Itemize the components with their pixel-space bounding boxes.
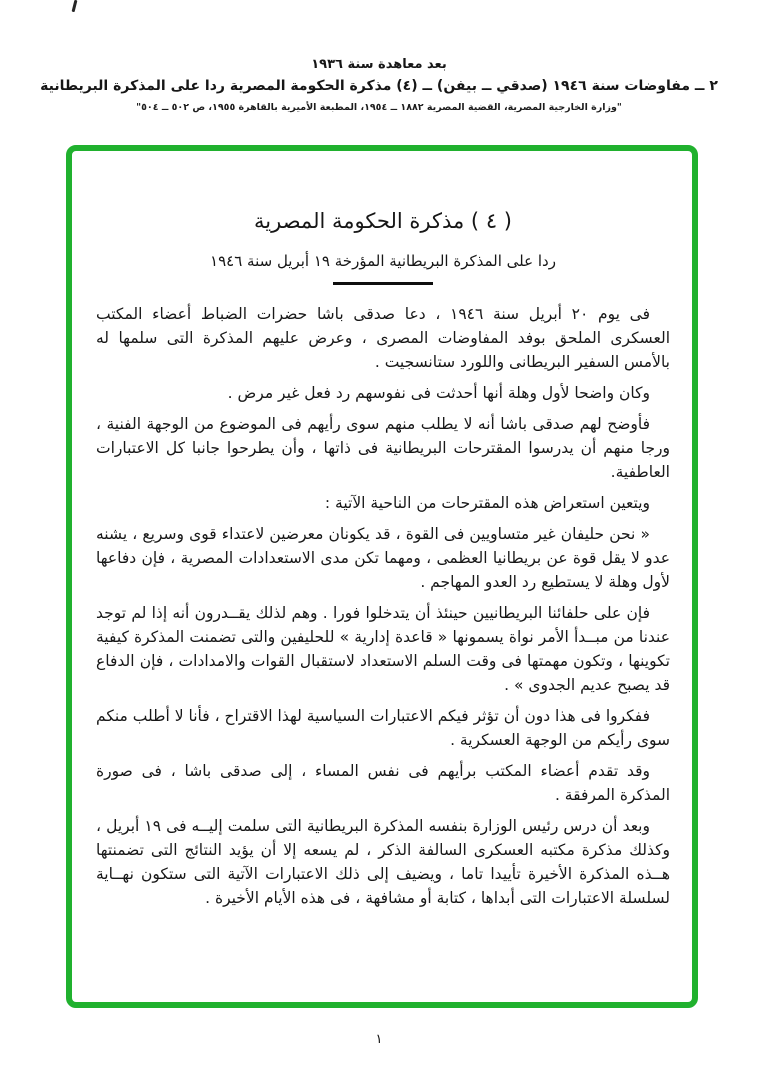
memo-paragraph: فى يوم ٢٠ أبريل سنة ١٩٤٦ ، دعا صدقى باشا حضرات الضباط أعضاء المكتب العسكرى الملحق بوفد المفاوضات المصرى ، وعرض عليهم المذكرة التى سلمها له بالأمس السفير البريطانى واللورد ستانسجيت .	[96, 304, 670, 371]
source-reference: "وزارة الخارجية المصرية، القضية المصرية ١٨٨٢ ــ ١٩٥٤، المطبعة الأميرية بالقاهرة ١٩٥٥، ص ٥٠٢ ــ ٥٠٤"	[136, 102, 622, 113]
page-number: ١	[375, 1032, 383, 1047]
title-divider	[333, 282, 433, 285]
memo-body	[96, 302, 670, 910]
memo-paragraph: فأوضح لهم صدقى باشا أنه لا يطلب منهم سوى رأيهم فى الموضوع من الوجهة الفنية ، ورجا منهم أن يدرسوا المقترحات البريطانية فى ذاتها ، وأن يطرحوا جانبا كل الاعتبارات العاطفية.	[96, 414, 670, 481]
memo-paragraph: ويتعين استعراض هذه المقترحات من الناحية الآتية :	[324, 493, 650, 512]
memo-scan	[72, 151, 692, 1002]
memo-paragraph: وقد تقدم أعضاء المكتب برأيهم فى نفس المساء ، إلى صدقى باشا ، فى صورة المذكرة المرفقة .	[96, 761, 670, 804]
scan-artifact-tick	[72, 0, 78, 12]
memo-title: ( ٤ ) مذكرة الحكومة المصرية	[254, 209, 512, 233]
section-heading: بعد معاهدة سنة ١٩٣٦	[311, 57, 447, 72]
citation-header	[0, 57, 758, 113]
document-citation-title: ٢ ــ مفاوضات سنة ١٩٤٦ (صدقي ــ بيفن) ــ (٤) مذكرة الحكومة المصرية ردا على المذكرة البريطانية	[40, 78, 718, 94]
memo-subtitle: ردا على المذكرة البريطانية المؤرخة ١٩ أبريل سنة ١٩٤٦	[210, 252, 556, 270]
memo-paragraph: فإن على حلفائنا البريطانيين حينئذ أن يتدخلوا فورا . وهم لذلك يقــدرون أنه إذا لم توجد عندنا من مبــدأ الأمر نواة يسمونها « قاعدة إدارية » للحليفين والتى تضمنت المذكرة كيفية تكوينها ، وتكون مهمتها فى وقت السلم الاستعداد لاستقبال القوات والامدادات ، فإن الدفاع قد يصبح عديم الجدوى » .	[96, 603, 670, 694]
annotation-highlight-box	[66, 145, 698, 1008]
memo-paragraph: ففكروا فى هذا دون أن تؤثر فيكم الاعتبارات السياسية لهذا الاقتراح ، فأنا لا أطلب منكم سوى رأيكم من الوجهة العسكرية .	[96, 706, 670, 749]
memo-paragraph: وكان واضحا لأول وهلة أنها أحدثت فى نفوسهم رد فعل غير مرض .	[227, 383, 650, 402]
memo-paragraph: وبعد أن درس رئيس الوزارة بنفسه المذكرة البريطانية التى سلمت إليــه فى ١٩ أبريل ، وكذلك مذكرة مكتبه العسكرى السالفة الذكر ، لم يسعه إلا أن يؤيد النتائج التى تضمنتها هــذه المذكرة الأخيرة تأييدا تاما ، ويضيف إلى ذلك الاعتبارات الآتية التى ستكون نهــاية لسلسلة الاعتبارات التى أبداها ، كتابة أو مشافهة ، فى هذه الأيام الأخيرة .	[96, 816, 670, 907]
memo-paragraph: « نحن حليفان غير متساويين فى القوة ، قد يكونان معرضين لاعتداء قوى وسريع ، يشنه عدو لا يقل قوة عن بريطانيا العظمى ، ومهما تكن مدى الاستعدادات المصرية ، فإن دفاعها لأول وهلة لا يستطيع رد العدو المهاجم .	[96, 524, 670, 591]
